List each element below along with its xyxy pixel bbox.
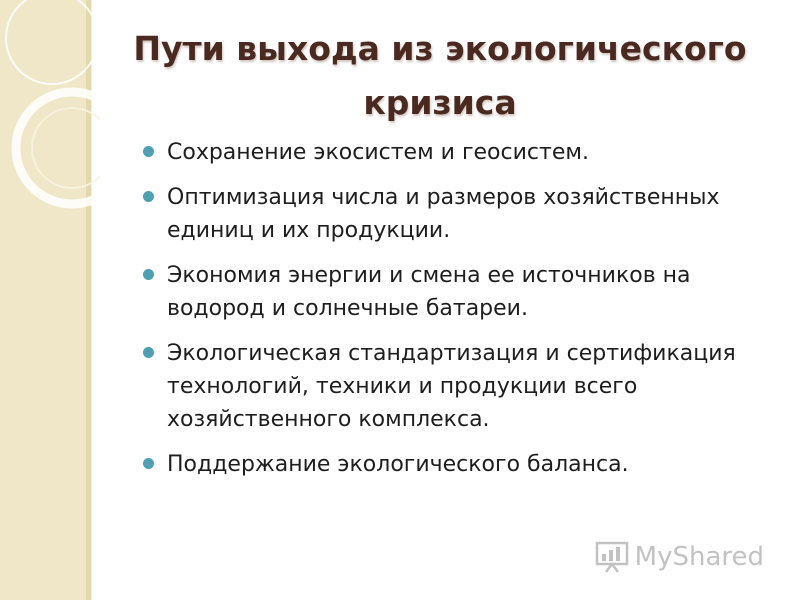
- bullet-dot-icon: [143, 191, 154, 202]
- bullet-dot-icon: [143, 269, 154, 280]
- bullet-dot-icon: [143, 347, 154, 358]
- presentation-board-icon: [595, 540, 629, 574]
- bullet-dot-icon: [143, 458, 154, 469]
- bullet-text: Экономия энергии и смена ее источников на водород и солнечные батареи.: [167, 263, 691, 321]
- bullet-text: Поддержание экологического баланса.: [167, 452, 629, 477]
- slide-title: Пути выхода из экологического кризиса: [133, 29, 747, 122]
- bullet-text: Экологическая стандартизация и сертификация технологий, техники и продукции всего хозяйственного комплекса.: [167, 341, 736, 432]
- bullet-text: Оптимизация числа и размеров хозяйственных единиц и их продукции.: [167, 185, 720, 243]
- bullet-list: [140, 136, 780, 493]
- bullet-item: [140, 259, 780, 325]
- bullet-dot-icon: [143, 146, 154, 157]
- bullet-item: [140, 448, 780, 481]
- decorative-circles: [0, 0, 100, 240]
- bullet-item: [140, 136, 780, 169]
- bullet-item: [140, 337, 780, 436]
- bullet-item: [140, 181, 780, 247]
- bullet-text: Сохранение экосистем и геосистем.: [167, 140, 589, 165]
- watermark: [595, 540, 764, 574]
- watermark-text: MyShared: [634, 542, 764, 572]
